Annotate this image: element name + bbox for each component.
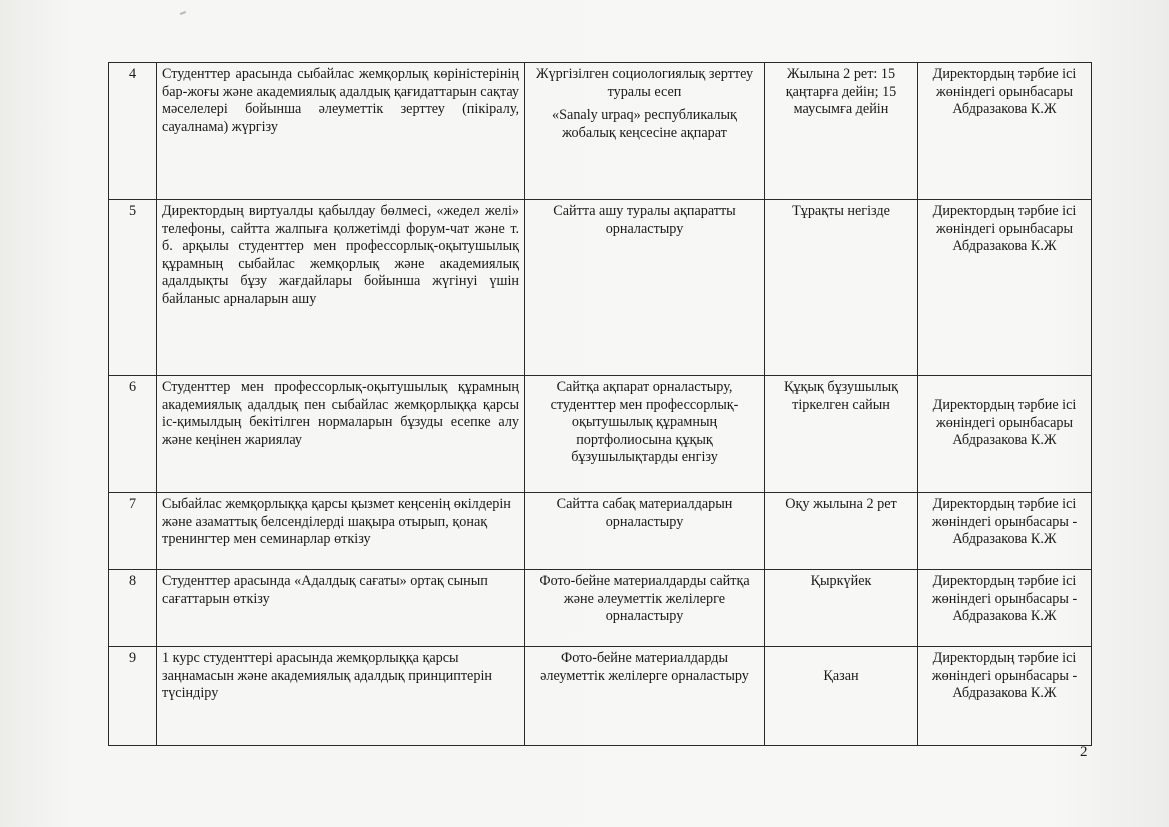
task-cell: 1 курс студенттері арасында жемқорлыққа қарсы заңнамасын және академиялық адалдық принциптерін түсіндіру [157,647,525,746]
deadline-cell: Қазан [765,647,918,746]
table-row [109,493,1092,570]
completion-form-cell: Сайтта сабақ материалдарын орналастыру [525,493,765,570]
completion-form-line: Жүргізілген социологиялық зерттеу туралы есеп [535,66,754,100]
completion-form-cell: Сайтта ашу туралы ақпаратты орналастыру [525,200,765,376]
completion-form-cell: Фото-бейне материалдарды әлеуметтік желілерге орналастыру [525,647,765,746]
responsible-cell: Директордың тәрбие ісі жөніндегі орынбасары - Абдразакова К.Ж [918,570,1092,647]
task-cell: Сыбайлас жемқорлыққа қарсы қызмет кеңсенің өкілдерін және азаматтық белсенділерді шақыра отырып, қонақ тренингтер мен семинарлар өткізу [157,493,525,570]
table-row [109,200,1092,376]
responsible-cell: Директордың тәрбие ісі жөніндегі орынбасары - Абдразакова К.Ж [918,493,1092,570]
row-number: 5 [109,200,157,376]
task-cell: Студенттер мен профессорлық-оқытушылық құрамның академиялық адалдық пен сыбайлас жемқорлыққа қарсы іс-қимылдың бекітілген нормаларын бұзуды есепке алу және кеңінен жариялау [157,376,525,493]
deadline-cell: Тұрақты негізде [765,200,918,376]
deadline-cell: Жылына 2 рет: 15 қаңтарға дейін; 15 маусымға дейін [765,63,918,200]
task-cell: Студенттер арасында сыбайлас жемқорлық көріністерінің бар-жоғы және академиялық адалдық қағидаттарын сақтау мәселелері бойынша әлеуметтік зерттеу (пікіралу, сауалнама) жүргізу [157,63,525,200]
row-number: 9 [109,647,157,746]
responsible-cell: Директордың тәрбие ісі жөніндегі орынбасары Абдразакова К.Ж [918,376,1092,493]
table-row [109,570,1092,647]
completion-form-line: «Sanaly urpaq» республикалық жобалық кеңсесіне ақпарат [552,107,737,141]
deadline-cell: Оқу жылына 2 рет [765,493,918,570]
table-row [109,647,1092,746]
deadline-cell: Құқық бұзушылық тіркелген сайын [765,376,918,493]
row-number: 8 [109,570,157,647]
deadline-cell: Қыркүйек [765,570,918,647]
task-cell: Студенттер арасында «Адалдық сағаты» ортақ сынып сағаттарын өткізу [157,570,525,647]
action-plan-table [108,62,1092,746]
table-row [109,376,1092,493]
row-number: 7 [109,493,157,570]
responsible-cell: Директордың тәрбие ісі жөніндегі орынбасары - Абдразакова К.Ж [918,647,1092,746]
scan-artifact [180,11,186,15]
page-number: 2 [1080,744,1088,760]
task-cell: Директордың виртуалды қабылдау бөлмесі, «жедел желі» телефоны, сайтта жалпыға қолжетімді форум-чат және т. б. арқылы студенттер мен профессорлық-оқытушылық құрамның сыбайлас жемқорлық және академиялық адалдықты бұзу жағдайлары бойынша жүгінуі үшін байланыс арналарын ашу [157,200,525,376]
completion-form-cell [525,63,765,200]
completion-form-cell: Сайтқа ақпарат орналастыру, студенттер мен профессорлық-оқытушылық құрамның портфолиосына құқық бұзушылықтарды енгізу [525,376,765,493]
row-number: 4 [109,63,157,200]
row-number: 6 [109,376,157,493]
responsible-cell: Директордың тәрбие ісі жөніндегі орынбасары Абдразакова К.Ж [918,63,1092,200]
completion-form-cell: Фото-бейне материалдарды сайтқа және әлеуметтік желілерге орналастыру [525,570,765,647]
responsible-cell: Директордың тәрбие ісі жөніндегі орынбасары Абдразакова К.Ж [918,200,1092,376]
table-row [109,63,1092,200]
